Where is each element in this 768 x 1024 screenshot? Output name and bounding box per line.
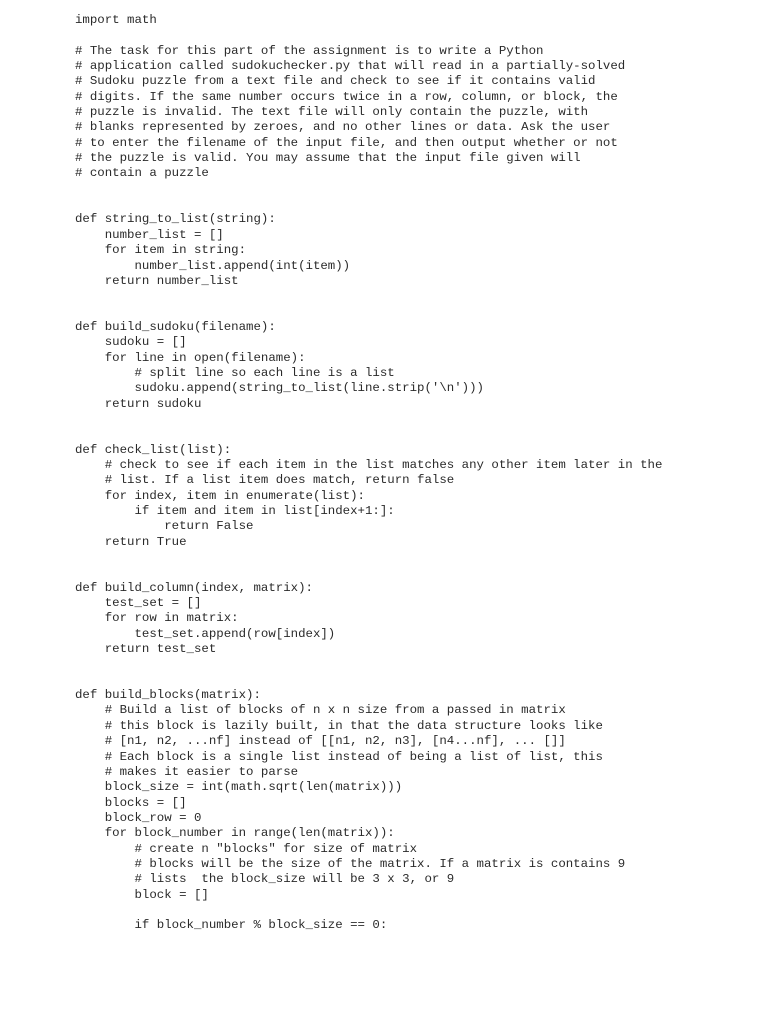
code-line: for item in string: [75,243,247,258]
code-line: def build_sudoku(filename): [75,319,276,334]
code-line: blocks = [] [75,795,187,810]
code-line [75,550,662,565]
code-line: # split line so each line is a list [75,365,395,380]
code-line: return True [75,534,187,549]
code-line: # to enter the filename of the input file, and then output whether or not [75,135,618,150]
code-line: return False [75,519,254,534]
code-line: return test_set [75,642,217,657]
code-line: # the puzzle is valid. You may assume that the input file given will [75,151,581,166]
code-line: for block_number in range(len(matrix)): [75,826,395,841]
code-line: for row in matrix: [75,611,239,626]
code-line [75,197,662,212]
code-line: # this block is lazily built, in that the data structure looks like [75,718,603,733]
code-line: # blanks represented by zeroes, and no other lines or data. Ask the user [75,120,611,135]
code-line: test_set.append(row[index]) [75,626,336,641]
code-line: return number_list [75,273,239,288]
code-line: # [n1, n2, ...nf] instead of [[n1, n2, n3], [n4...nf], ... []] [75,734,566,749]
code-line [75,182,662,197]
code-line: # check to see if each item in the list matches any other item later in the [75,457,663,472]
code-line: # The task for this part of the assignment is to write a Python [75,43,544,58]
code-line: test_set = [] [75,596,202,611]
code-line [75,903,662,918]
code-line: def build_blocks(matrix): [75,688,261,703]
code-line: def string_to_list(string): [75,212,276,227]
code-line: def build_column(index, matrix): [75,580,313,595]
code-line: # Build a list of blocks of n x n size from a passed in matrix [75,703,566,718]
code-line: # Sudoku puzzle from a text file and check to see if it contains valid [75,74,596,89]
code-line: # contain a puzzle [75,166,209,181]
code-line: # Each block is a single list instead of being a list of list, this [75,749,603,764]
code-line: # create n "blocks" for size of matrix [75,841,418,856]
code-line [75,673,662,688]
code-line: import math [75,13,157,27]
code-line [75,28,662,43]
code-line: block = [] [75,887,209,902]
code-line [75,565,662,580]
code-line [75,412,662,427]
code-line: sudoku = [] [75,335,187,350]
code-line: return sudoku [75,396,202,411]
code-line: for index, item in enumerate(list): [75,488,365,503]
code-line: number_list = [] [75,227,224,242]
code-line [75,657,662,672]
code-line: if item and item in list[index+1:]: [75,504,395,518]
code-line: block_row = 0 [75,810,202,825]
code-line: for line in open(filename): [75,350,306,365]
code-line: # lists the block_size will be 3 x 3, or 9 [75,872,455,887]
code-line [75,305,662,320]
code-line: # digits. If the same number occurs twice in a row, column, or block, the [75,89,618,104]
code-line: number_list.append(int(item)) [75,258,351,273]
code-line: # blocks will be the size of the matrix. If a matrix is contains 9 [75,856,626,871]
code-line: # list. If a list item does match, return false [75,473,455,488]
code-line: def check_list(list): [75,442,232,457]
code-line: block_size = int(math.sqrt(len(matrix))) [75,780,403,795]
code-line: if block_number % block_size == 0: [75,918,388,933]
code-line [75,427,662,442]
code-line: # puzzle is invalid. The text file will only contain the puzzle, with [75,105,589,120]
code-line [75,289,662,304]
code-listing [75,13,662,934]
code-line: sudoku.append(string_to_list(line.strip('\n'))) [75,381,484,396]
code-line: # makes it easier to parse [75,764,299,779]
code-line: # application called sudokuchecker.py that will read in a partially-solved [75,59,626,74]
